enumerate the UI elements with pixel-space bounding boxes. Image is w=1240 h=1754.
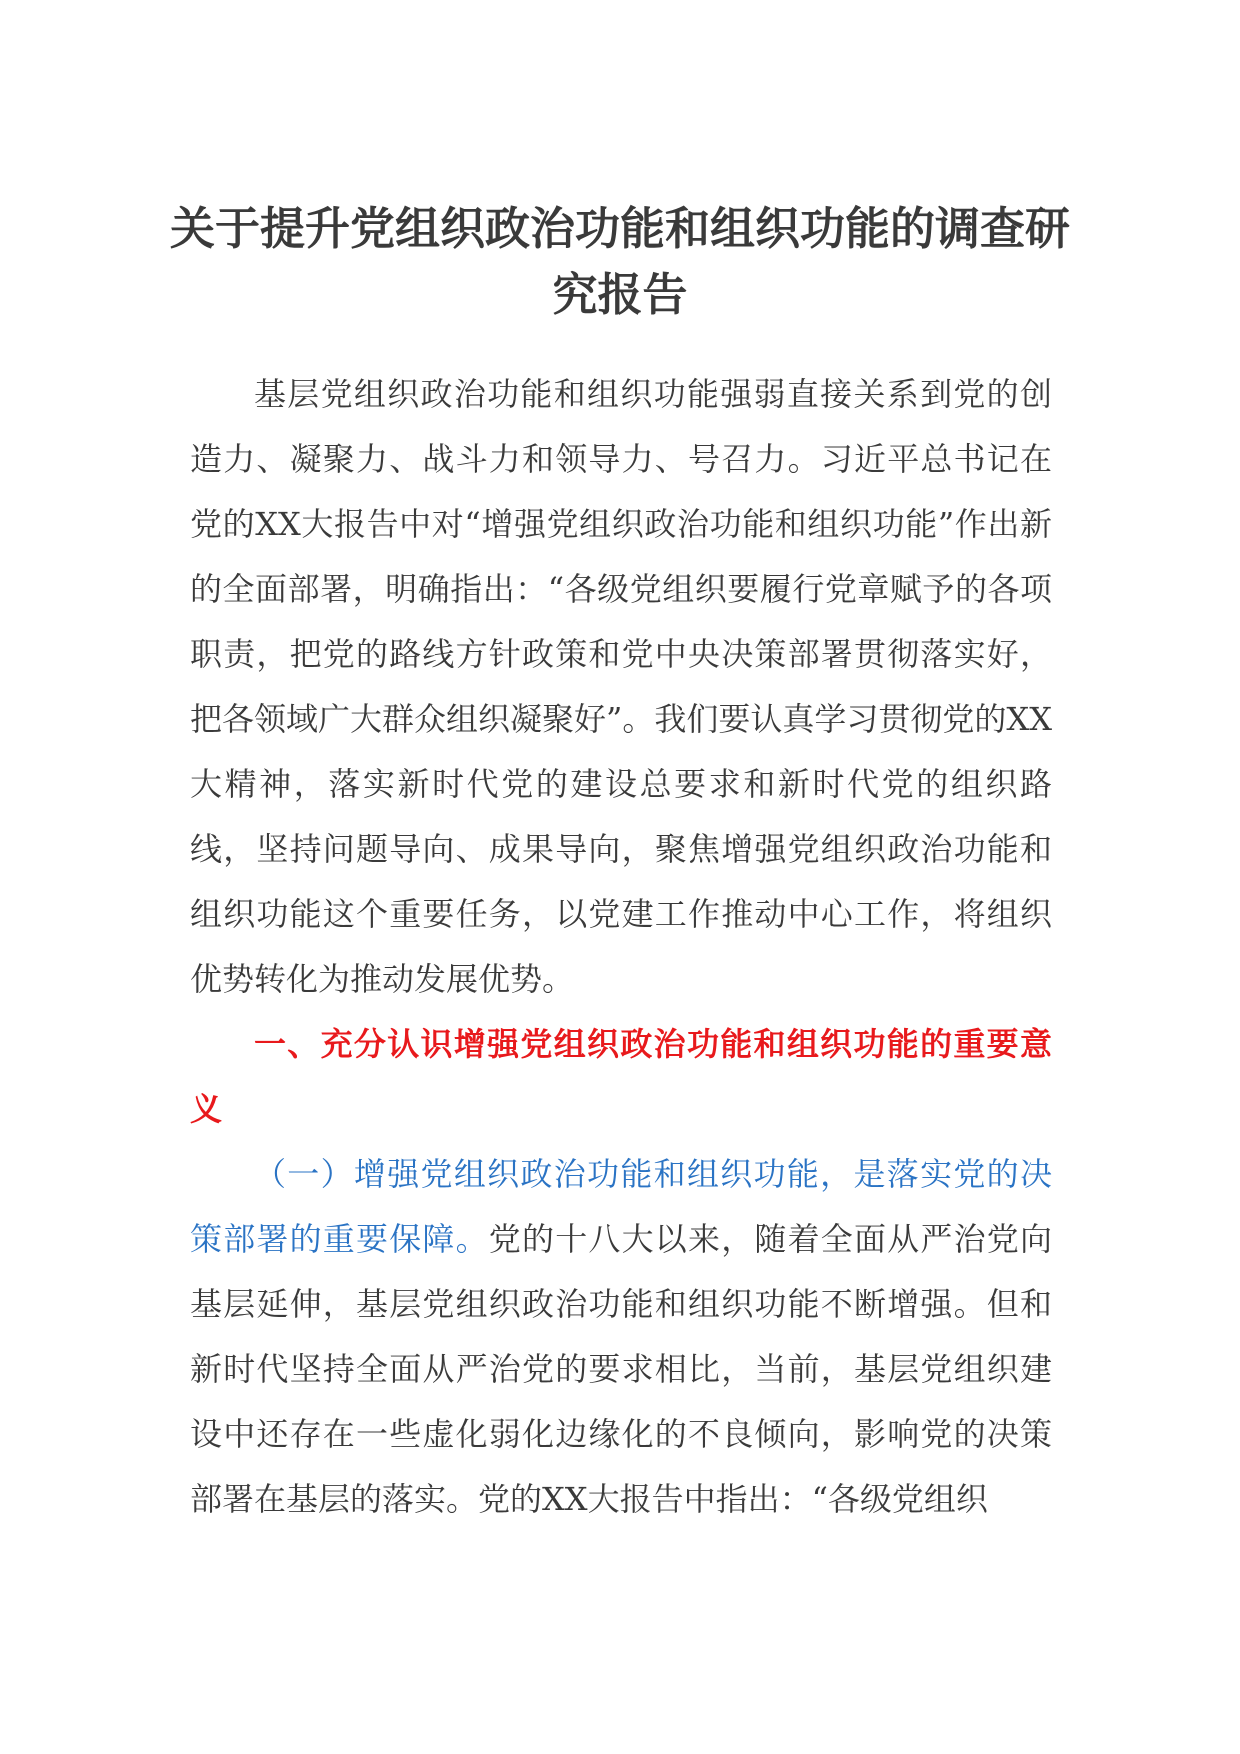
section-heading: 一、充分认识增强党组织政治功能和组织功能的重要意义 xyxy=(190,1025,1052,1128)
document-title: 关于提升党组织政治功能和组织功能的调查研究报告 xyxy=(169,202,1070,321)
subsection-heading: （一）增强党组织政治功能和组织功能，是落实党的决策部署的重要保障。 xyxy=(190,1155,1052,1258)
subsection-text: 党的十八大以来，随着全面从严治党向基层延伸，基层党组织政治功能和组织功能不断增强。但和新时代坚持全面从严治党的要求相比，当前，基层党组织建设中还存在一些虚化弱化边缘化的不良倾向，影响党的决策部署在基层的落实。党的XX大报告中指出：“各级党组织 xyxy=(190,1220,1052,1518)
document-body xyxy=(190,362,1052,1532)
intro-paragraph: 基层党组织政治功能和组织功能强弱直接关系到党的创造力、凝聚力、战斗力和领导力、号召力。习近平总书记在党的XX大报告中对“增强党组织政治功能和组织功能”作出新的全面部署，明确指出：“各级党组织要履行党章赋予的各项职责，把党的路线方针政策和党中央决策部署贯彻落实好，把各领域广大群众组织凝聚好”。我们要认真学习贯彻党的XX大精神，落实新时代党的建设总要求和新时代党的组织路线，坚持问题导向、成果导向，聚焦增强党组织政治功能和组织功能这个重要任务，以党建工作推动中心工作，将组织优势转化为推动发展优势。 xyxy=(190,375,1052,998)
subsection-paragraph xyxy=(190,1142,1052,1532)
